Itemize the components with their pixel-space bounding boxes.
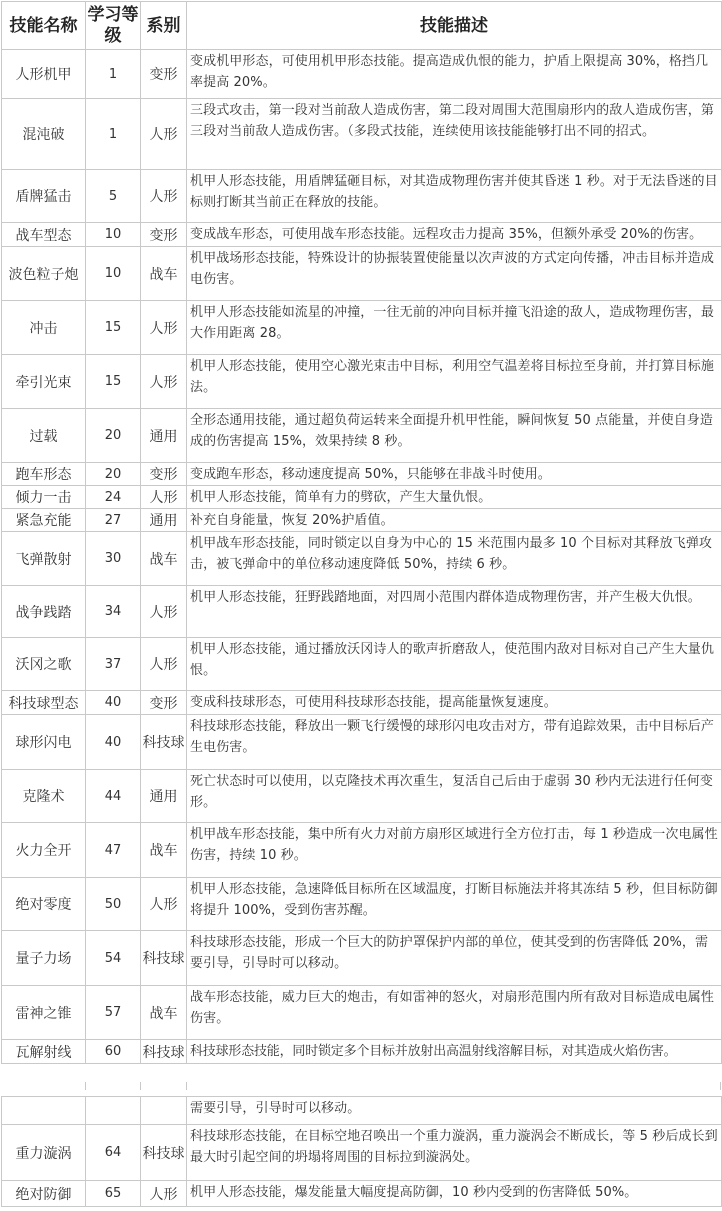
- skill-description: 变成科技球形态，可使用科技球形态技能，提高能量恢复速度。: [187, 691, 722, 715]
- skill-name: 过载: [2, 409, 86, 463]
- skill-level: 65: [86, 1181, 141, 1207]
- skill-series: 人形: [141, 301, 187, 355]
- table-row: [2, 931, 722, 986]
- skill-series: 人形: [141, 1181, 187, 1207]
- table-row: [2, 463, 722, 486]
- skill-series: 人形: [141, 586, 187, 638]
- skill-name: 波色粒子炮: [2, 247, 86, 301]
- skill-series: 人形: [141, 878, 187, 931]
- table-row: [2, 301, 722, 355]
- skill-name: 盾牌猛击: [2, 170, 86, 223]
- skill-series: 人形: [141, 638, 187, 691]
- page-break-gap: [0, 1080, 722, 1094]
- skill-description-continued: 需要引导，引导时可以移动。: [187, 1097, 722, 1125]
- skill-name: 绝对防御: [2, 1181, 86, 1207]
- skill-description: 机甲人形态技能，急速降低目标所在区域温度，打断目标施法并将其冻结 5 秒，但目标防御将提升 100%，受到伤害苏醒。: [187, 878, 722, 931]
- skill-name-empty: [2, 1097, 86, 1125]
- skills-table-continued: [1, 1096, 722, 1207]
- skill-description: 死亡状态时可以使用，以克隆技术再次重生，复活自己后由于虚弱 30 秒内无法进行任何变形。: [187, 770, 722, 823]
- skill-description: 科技球形态技能，形成一个巨大的防护罩保护内部的单位，使其受到的伤害降低 20%，需要引导，引导时可以移动。: [187, 931, 722, 986]
- skill-level: 27: [86, 509, 141, 532]
- skill-name: 飞弹散射: [2, 532, 86, 586]
- skill-description: 机甲人形态技能，简单有力的劈砍，产生大量仇恨。: [187, 486, 722, 509]
- skill-description: 补充自身能量，恢复 20%护盾值。: [187, 509, 722, 532]
- skill-level: 5: [86, 170, 141, 223]
- skills-table: [1, 1, 722, 1064]
- skill-description: 机甲人形态技能，狂野践踏地面，对四周小范围内群体造成物理伤害，并产生极大仇恨。: [187, 586, 722, 638]
- skill-level: 34: [86, 586, 141, 638]
- skill-level: 24: [86, 486, 141, 509]
- skill-name: 雷神之锥: [2, 986, 86, 1040]
- skill-description: 机甲战车形态技能，集中所有火力对前方扇形区域进行全方位打击，每 1 秒造成一次电属性伤害，持续 10 秒。: [187, 823, 722, 878]
- skill-level: 1: [86, 50, 141, 99]
- skill-level: 30: [86, 532, 141, 586]
- skill-name: 混沌破: [2, 99, 86, 170]
- skill-level: 20: [86, 463, 141, 486]
- table-header-row: [2, 2, 722, 50]
- skill-series: 人形: [141, 170, 187, 223]
- skill-description: 机甲人形态技能，用盾牌猛砸目标，对其造成物理伤害并使其昏迷 1 秒。对于无法昏迷的目标则打断其当前正在释放的技能。: [187, 170, 722, 223]
- skill-name: 科技球型态: [2, 691, 86, 715]
- skill-description: 机甲人形态技能，通过播放沃冈诗人的歌声折磨敌人，使范围内敌对目标对自己产生大量仇恨。: [187, 638, 722, 691]
- table-row: [2, 1125, 722, 1181]
- table-row: [2, 486, 722, 509]
- skill-series: 变形: [141, 50, 187, 99]
- skill-series: 战车: [141, 532, 187, 586]
- table-row: [2, 986, 722, 1040]
- table-row: [2, 715, 722, 770]
- skill-series: 通用: [141, 409, 187, 463]
- table-row: [2, 770, 722, 823]
- table-row: [2, 355, 722, 409]
- skill-level: 60: [86, 1040, 141, 1064]
- skill-name: 人形机甲: [2, 50, 86, 99]
- table-row-continuation: [2, 1097, 722, 1125]
- skill-series: 战车: [141, 823, 187, 878]
- skill-level: 10: [86, 223, 141, 247]
- skill-level: 20: [86, 409, 141, 463]
- skill-description: 机甲战场形态技能，特殊设计的协振装置使能量以次声波的方式定向传播，冲击目标并造成电伤害。: [187, 247, 722, 301]
- skill-description: 科技球形态技能，同时锁定多个目标并放射出高温射线溶解目标，对其造成火焰伤害。: [187, 1040, 722, 1064]
- skill-description: 机甲人形态技能如流星的冲撞，一往无前的冲向目标并撞飞沿途的敌人，造成物理伤害，最大作用距离 28。: [187, 301, 722, 355]
- skill-level: 44: [86, 770, 141, 823]
- skill-series: 变形: [141, 691, 187, 715]
- table-row: [2, 99, 722, 170]
- skill-name: 绝对零度: [2, 878, 86, 931]
- table-row: [2, 1040, 722, 1064]
- table-row: [2, 823, 722, 878]
- skill-name: 跑车形态: [2, 463, 86, 486]
- table-row: [2, 247, 722, 301]
- skill-series: 人形: [141, 486, 187, 509]
- skill-level: 15: [86, 301, 141, 355]
- skill-level-empty: [86, 1097, 141, 1125]
- skill-series: 通用: [141, 509, 187, 532]
- skill-series: 变形: [141, 463, 187, 486]
- skill-series: 科技球: [141, 1125, 187, 1181]
- table-row: [2, 170, 722, 223]
- skill-description: 机甲战车形态技能，同时锁定以自身为中心的 15 米范围内最多 10 个目标对其释放飞弹攻击，被飞弹命中的单位移动速度降低 50%，持续 6 秒。: [187, 532, 722, 586]
- table-row: [2, 50, 722, 99]
- skill-series: 科技球: [141, 715, 187, 770]
- skill-level: 57: [86, 986, 141, 1040]
- header-skill-name: 技能名称: [2, 2, 86, 50]
- skill-level: 15: [86, 355, 141, 409]
- skill-name: 沃冈之歌: [2, 638, 86, 691]
- skill-level: 10: [86, 247, 141, 301]
- table-row: [2, 223, 722, 247]
- skill-name: 牵引光束: [2, 355, 86, 409]
- header-description: 技能描述: [187, 2, 722, 50]
- skill-description: 战车形态技能，威力巨大的炮击，有如雷神的怒火，对扇形范围内所有敌对目标造成电属性伤害。: [187, 986, 722, 1040]
- column-divider-tick: [85, 1082, 86, 1090]
- skill-description: 变成战车形态，可使用战车形态技能。远程攻击力提高 35%，但额外承受 20%的伤害。: [187, 223, 722, 247]
- skill-name: 战车型态: [2, 223, 86, 247]
- column-divider-tick: [720, 1082, 721, 1090]
- skill-description: 科技球形态技能，释放出一颗飞行缓慢的球形闪电攻击对方，带有追踪效果，击中目标后产生电伤害。: [187, 715, 722, 770]
- table-row: [2, 586, 722, 638]
- skill-series: 科技球: [141, 1040, 187, 1064]
- skill-name: 冲击: [2, 301, 86, 355]
- skill-level: 50: [86, 878, 141, 931]
- skill-series: 科技球: [141, 931, 187, 986]
- skill-name: 紧急充能: [2, 509, 86, 532]
- table-row: [2, 691, 722, 715]
- skill-level: 64: [86, 1125, 141, 1181]
- table-row: [2, 1181, 722, 1207]
- table-row: [2, 638, 722, 691]
- skill-description: 变成跑车形态，移动速度提高 50%，只能够在非战斗时使用。: [187, 463, 722, 486]
- table-row: [2, 878, 722, 931]
- skill-series: 变形: [141, 223, 187, 247]
- skill-name: 重力漩涡: [2, 1125, 86, 1181]
- skill-description: 机甲人形态技能，使用空心激光束击中目标，利用空气温差将目标拉至身前，并打算目标施法。: [187, 355, 722, 409]
- table-row: [2, 509, 722, 532]
- skill-level: 37: [86, 638, 141, 691]
- skill-series-empty: [141, 1097, 187, 1125]
- skill-description: 机甲人形态技能，爆发能量大幅度提高防御，10 秒内受到的伤害降低 50%。: [187, 1181, 722, 1207]
- column-divider-tick: [186, 1082, 187, 1090]
- skill-level: 40: [86, 691, 141, 715]
- skill-series: 人形: [141, 99, 187, 170]
- skill-level: 1: [86, 99, 141, 170]
- skill-name: 倾力一击: [2, 486, 86, 509]
- skill-series: 人形: [141, 355, 187, 409]
- skill-name: 球形闪电: [2, 715, 86, 770]
- skill-series: 战车: [141, 986, 187, 1040]
- skill-level: 40: [86, 715, 141, 770]
- skill-series: 战车: [141, 247, 187, 301]
- skill-description: 三段式攻击，第一段对当前敌人造成伤害，第二段对周围大范围扇形内的敌人造成伤害，第三段对当前敌人造成伤害。（多段式技能，连续使用该技能能够打出不同的招式。: [187, 99, 722, 170]
- header-series: 系别: [141, 2, 187, 50]
- skill-description: 科技球形态技能，在目标空地召唤出一个重力漩涡，重力漩涡会不断成长，等 5 秒后成长到最大时引起空间的坍塌将周围的目标拉到漩涡处。: [187, 1125, 722, 1181]
- skill-name: 火力全开: [2, 823, 86, 878]
- skill-series: 通用: [141, 770, 187, 823]
- skill-name: 克隆术: [2, 770, 86, 823]
- skill-level: 47: [86, 823, 141, 878]
- table-row: [2, 409, 722, 463]
- skill-name: 瓦解射线: [2, 1040, 86, 1064]
- skill-description: 变成机甲形态，可使用机甲形态技能。提高造成仇恨的能力，护盾上限提高 30%，格挡几率提高 20%。: [187, 50, 722, 99]
- skill-level: 54: [86, 931, 141, 986]
- skill-name: 战争践踏: [2, 586, 86, 638]
- header-learn-level: 学习等级: [86, 2, 141, 50]
- skill-name: 量子力场: [2, 931, 86, 986]
- column-divider-tick: [140, 1082, 141, 1090]
- table-row: [2, 532, 722, 586]
- skill-description: 全形态通用技能，通过超负荷运转来全面提升机甲性能，瞬间恢复 50 点能量，并使自身造成的伤害提高 15%，效果持续 8 秒。: [187, 409, 722, 463]
